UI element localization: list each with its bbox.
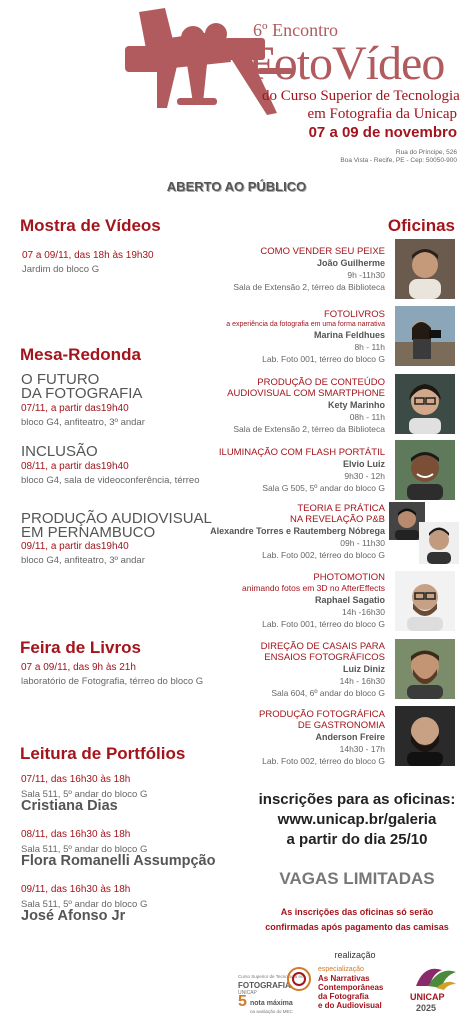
oficina-5-location: Lab. Foto 002, térreo do bloco G (262, 550, 385, 560)
mesa-item-3-title-line-2: EM PERNAMBUCO (21, 524, 156, 541)
oficina-4-title: ILUMINAÇÃO COM FLASH PORTÁTIL (218, 447, 385, 458)
oficina-6 (242, 572, 385, 630)
registration-start: a partir do dia 25/10 (286, 831, 428, 848)
registration-info (252, 790, 462, 850)
logo-1-mec: na avaliação do MEC (250, 1009, 293, 1014)
oficina-8-hours: 14h30 - 17h (339, 744, 385, 754)
oficina-4-hours: 9h30 - 12h (344, 471, 385, 481)
oficina-1 (233, 246, 385, 293)
registration-url[interactable]: www.unicap.br/galeria (277, 811, 437, 828)
especializacao-logo (318, 966, 400, 1016)
oficina-3-title-line-1: PRODUÇÃO DE CONTEÚDO (257, 377, 385, 388)
logo-2-line-2: Contemporâneas (318, 983, 384, 992)
oficina-1-location: Sala de Extensão 2, térreo da Biblioteca (233, 282, 385, 292)
oficina-7-hours: 14h - 16h30 (339, 676, 385, 686)
leitura-item-1-where: Sala 511, 5º andar do bloco G (21, 789, 148, 800)
oficina-2-subtitle: a experiência da fotografia em uma forma narrativa (226, 321, 385, 328)
logo-1-caption: Curso Superior de Tecnologia em (238, 974, 305, 979)
speaker-photo-joao (395, 239, 455, 299)
oficina-1-hours: 9h -11h30 (347, 270, 385, 280)
oficina-2-title: FOTOLIVROS (323, 309, 385, 320)
logo-3-year: 2025 (416, 1003, 437, 1013)
oficina-2-speaker: Marina Feldhues (313, 330, 385, 340)
oficina-8-title-line-1: PRODUÇÃO FOTOGRÁFICA (259, 709, 385, 720)
oficina-8-location: Lab. Foto 002, térreo do bloco G (262, 756, 385, 766)
open-to-public-banner: ABERTO AO PÚBLICO (166, 179, 307, 194)
leitura-item-3-when: 09/11, das 16h30 às 18h (21, 884, 131, 895)
oficina-8-speaker: Anderson Freire (315, 732, 385, 742)
mesa-item-3-where: bloco G4, anfiteatro, 3º andar (21, 555, 145, 566)
speaker-photo-elvio (395, 440, 455, 500)
subtitle-line-2: em Fotografia da Unicap (307, 106, 457, 122)
logo-3-bird-icon (414, 962, 458, 992)
mesa-item-1-title-line-1: O FUTURO (21, 371, 100, 388)
logo-2-line-4: e do Audiovisual (318, 1001, 382, 1010)
mesa-item-1-title-line-2: DA FOTOGRAFIA (21, 385, 143, 402)
realizacao-label: realização (334, 950, 376, 960)
oficina-3-title-line-2: AUDIOVISUAL COM SMARTPHONE (227, 388, 385, 399)
limited-spots: VAGAS LIMITADAS (279, 869, 435, 888)
mostra-where: Jardim do bloco G (22, 264, 100, 275)
mesa-item-1-when: 07/11, a partir das19h40 (21, 403, 129, 414)
oficina-2 (226, 309, 385, 365)
oficinas-title: Oficinas (387, 216, 455, 235)
oficina-5 (210, 503, 385, 561)
leitura-item-2-when: 08/11, das 16h30 às 18h (21, 829, 131, 840)
oficina-3-speaker: Kety Marinho (327, 400, 385, 410)
oficina-2-location: Lab. Foto 001, térreo do bloco G (262, 354, 385, 364)
leitura-item-1-when: 07/11, das 16h30 às 18h (21, 774, 131, 785)
address (300, 149, 457, 165)
oficina-7-title-line-1: DIREÇÃO DE CASAIS PARA (260, 641, 385, 652)
edition-label: 6º Encontro (253, 20, 339, 40)
logo-2-especializacao: especialização (318, 966, 364, 973)
logo-2-line-1: As Narrativas (318, 974, 370, 983)
oficina-8 (259, 709, 385, 767)
logo-1-swirl-icon (284, 964, 314, 994)
leitura-item-1-name: Cristiana Dias (21, 798, 118, 814)
registration-line-1: inscrições para as oficinas: (258, 791, 456, 808)
mesa-item-3-title-line-1: PRODUÇÃO AUDIOVISUAL (21, 510, 212, 527)
unicap-2025-logo (406, 962, 461, 1018)
oficina-3-location: Sala de Extensão 2, térreo da Biblioteca (233, 424, 385, 434)
mesa-item-3-when: 09/11, a partir das19h40 (21, 541, 129, 552)
oficina-1-title: COMO VENDER SEU PEIXE (260, 246, 385, 257)
leitura-item-2-where: Sala 511, 5º andar do bloco G (21, 844, 148, 855)
oficina-5-title-line-2: NA REVELAÇÃO P&B (289, 514, 385, 525)
feira-title: Feira de Livros (20, 638, 141, 657)
speaker-photo-luiz (395, 639, 455, 699)
oficina-4 (219, 447, 385, 494)
mesa-item-1-where: bloco G4, anfiteatro, 3º andar (21, 417, 145, 428)
logo-1-fotografia: FOTOGRAFIA (238, 981, 291, 990)
oficina-7 (261, 641, 385, 699)
oficina-7-title-line-2: ENSAIOS FOTOGRÁFICOS (264, 652, 385, 663)
logo-1-nota-maxima: nota máxima (250, 1000, 293, 1007)
event-dates: 07 a 09 de novembro (308, 124, 457, 141)
address-line-2: Boa Vista - Recife, PE - Cep: 50050-900 (340, 157, 457, 164)
event-title: FotoVídeo (248, 37, 445, 90)
payment-note-line-1: As inscrições das oficinas só serão (280, 907, 434, 917)
mesa-title: Mesa-Redonda (20, 345, 141, 364)
subtitle-line-1: do Curso Superior de Tecnologia (262, 88, 460, 104)
feira-where: laboratório de Fotografia, térreo do bloco G (21, 676, 204, 687)
event-subtitle (262, 87, 460, 123)
oficina-4-location: Sala G 505, 5º andar do bloco G (262, 483, 385, 493)
oficina-5-speakers: Alexandre Torres e Rautemberg Nóbrega (210, 526, 385, 536)
mesa-item-2-where: bloco G4, sala de videoconferência, térreo (21, 475, 200, 486)
logo-1-nota: 5 (238, 993, 247, 1010)
oficina-6-hours: 14h -16h30 (341, 607, 385, 617)
address-line-1: Rua do Príncipe, 526 (395, 149, 457, 156)
payment-note-line-2: confirmadas após pagamento das camisas (265, 922, 449, 932)
oficina-6-speaker: Raphael Sagatio (314, 595, 385, 605)
mostra-when: 07 a 09/11, das 18h às 19h30 (22, 250, 154, 261)
mostra-title: Mostra de Vídeos (20, 216, 161, 235)
speaker-photo-rautemberg (419, 522, 459, 564)
oficina-6-subtitle: animando fotos em 3D no AfterEffects (241, 583, 385, 593)
oficina-6-title: PHOTOMOTION (313, 572, 385, 583)
leitura-item-2-name: Flora Romanelli Assumpção (21, 853, 216, 869)
payment-note (252, 905, 462, 935)
oficina-1-speaker: João Guilherme (316, 258, 385, 268)
leitura-title: Leitura de Portfólios (20, 744, 186, 763)
feira-when: 07 a 09/11, das 9h às 21h (21, 662, 136, 673)
oficina-6-location: Lab. Foto 001, térreo do bloco G (262, 619, 385, 629)
oficina-7-speaker: Luiz Diniz (343, 664, 385, 674)
fotografia-unicap-logo (238, 964, 316, 1020)
speaker-photo-raphael (395, 571, 455, 631)
oficina-2-hours: 8h - 11h (354, 342, 385, 352)
oficina-7-location: Sala 604, 6º andar do bloco G (271, 688, 385, 698)
oficina-3 (227, 377, 385, 435)
oficina-8-title-line-2: DE GASTRONOMIA (297, 720, 385, 731)
oficina-3-hours: 08h - 11h (349, 412, 385, 422)
oficina-5-hours: 09h - 11h30 (340, 538, 385, 548)
speaker-photo-kety (395, 374, 455, 434)
oficina-4-speaker: Elvio Luiz (342, 459, 385, 469)
logo-2-line-3: da Fotografia (318, 992, 369, 1001)
mesa-item-2-title: INCLUSÃO (21, 443, 98, 460)
speaker-photo-anderson (395, 706, 455, 766)
leitura-item-3-name: José Afonso Jr (21, 908, 126, 924)
logo-1-unicap: UNICAP (238, 990, 257, 996)
oficina-5-title-line-1: TEORIA E PRÁTICA (297, 503, 385, 514)
logo-3-unicap: UNICAP (410, 992, 445, 1002)
speaker-photo-marina (395, 306, 455, 366)
leitura-item-3-where: Sala 511, 5º andar do bloco G (21, 899, 148, 910)
mesa-item-2-when: 08/11, a partir das19h40 (21, 461, 129, 472)
